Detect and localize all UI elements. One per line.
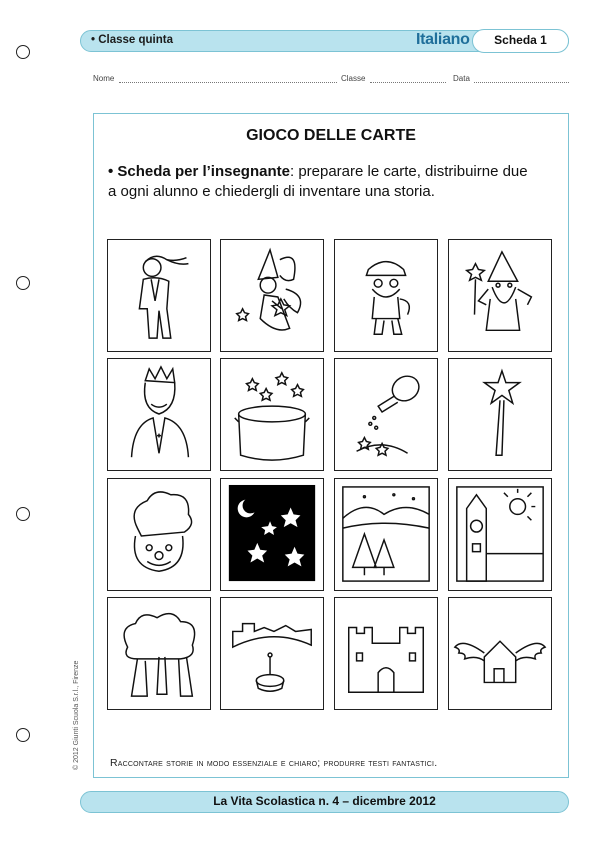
card-dwarf xyxy=(334,239,438,352)
instructions-heading: • Scheda per l’insegnante xyxy=(108,163,290,180)
chef-icon xyxy=(108,479,210,590)
instructions-text: : preparare le carte, distribuirne due a ogni alunno e chiedergli di inventare una storia. xyxy=(108,163,528,200)
boy-icon xyxy=(108,240,210,351)
page-title: GIOCO DELLE CARTE xyxy=(246,127,416,144)
card-village xyxy=(220,597,324,710)
binder-hole xyxy=(16,276,30,290)
night-sky-icon xyxy=(221,479,323,590)
card-forest xyxy=(107,597,211,710)
fairy-icon xyxy=(221,240,323,351)
class-label: Classe xyxy=(341,74,366,83)
copyright-notice: © 2012 Giunti Scuola S.r.l., Firenze xyxy=(73,660,80,770)
binder-hole xyxy=(16,728,30,742)
footer-bar: La Vita Scolastica n. 4 – dicembre 2012 xyxy=(80,791,569,813)
class-field[interactable] xyxy=(370,82,446,83)
card-castle xyxy=(334,597,438,710)
binder-hole xyxy=(16,507,30,521)
card-king xyxy=(107,358,211,471)
card-chef xyxy=(107,478,211,591)
card-city xyxy=(448,478,552,591)
name-label: Nome xyxy=(93,74,115,83)
binder-hole xyxy=(16,45,30,59)
potion-icon xyxy=(335,359,437,470)
cauldron-icon xyxy=(221,359,323,470)
date-field[interactable] xyxy=(474,82,569,83)
village-icon xyxy=(221,598,323,709)
card-cauldron xyxy=(220,358,324,471)
subject-title: Italiano xyxy=(416,31,470,48)
card-flying-house xyxy=(448,597,552,710)
king-icon xyxy=(108,359,210,470)
castle-icon xyxy=(335,598,437,709)
learning-objective: Raccontare storie in modo essenziale e chiaro; produrre testi fantastici. xyxy=(110,757,438,769)
forest-icon xyxy=(108,598,210,709)
date-label: Data xyxy=(453,74,470,83)
card-night xyxy=(220,478,324,591)
card-wand xyxy=(448,358,552,471)
name-field[interactable] xyxy=(119,82,337,83)
magic-wand-icon xyxy=(449,359,551,470)
teacher-instructions xyxy=(108,162,538,202)
wizard-icon xyxy=(449,240,551,351)
snowy-landscape-icon xyxy=(335,479,437,590)
flying-house-icon xyxy=(449,598,551,709)
card-boy xyxy=(107,239,211,352)
sheet-tab: Scheda 1 xyxy=(472,29,569,53)
city-tower-icon xyxy=(449,479,551,590)
card-fairy xyxy=(220,239,324,352)
card-landscape xyxy=(334,478,438,591)
card-wizard xyxy=(448,239,552,352)
student-fields xyxy=(93,74,569,88)
class-level: • Classe quinta xyxy=(91,34,173,46)
dwarf-icon xyxy=(335,240,437,351)
card-potion xyxy=(334,358,438,471)
